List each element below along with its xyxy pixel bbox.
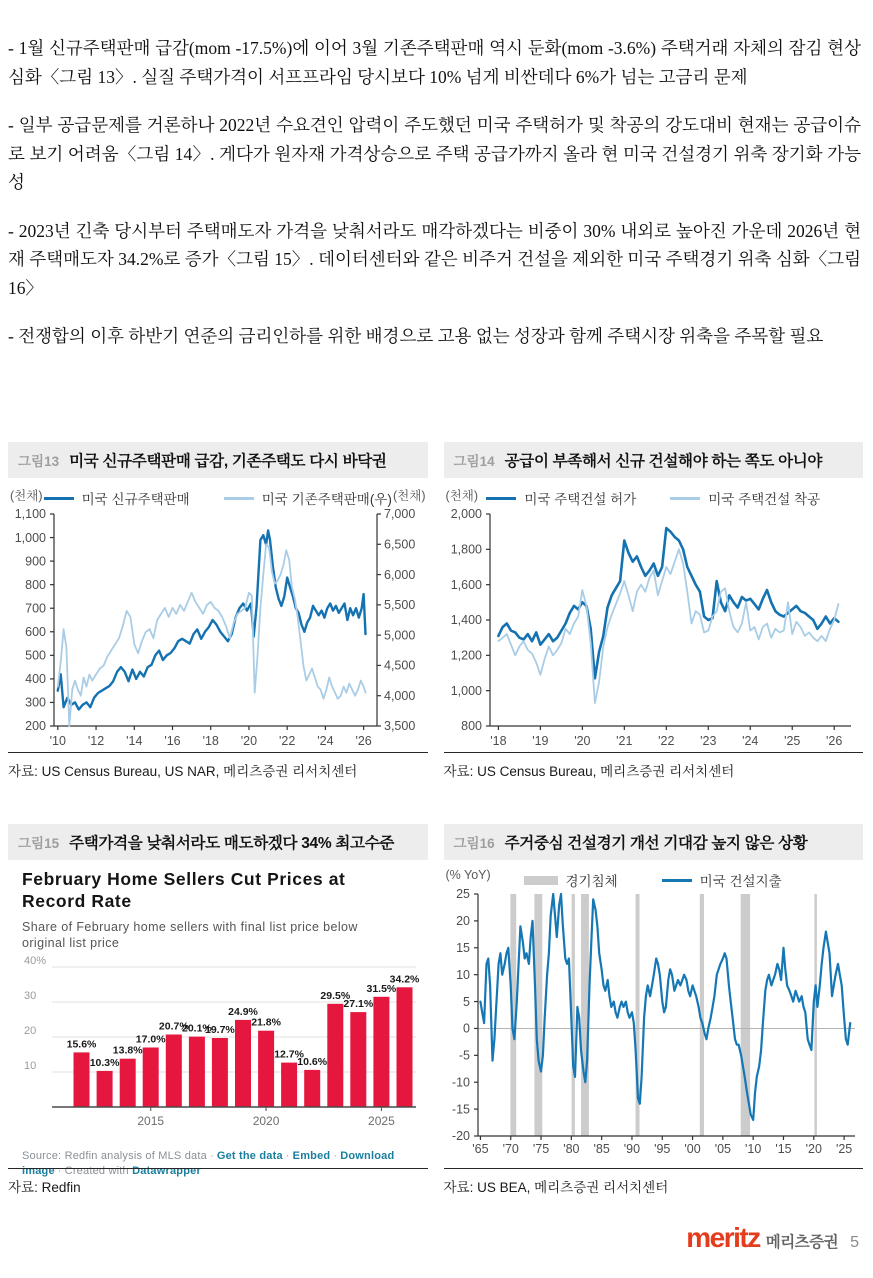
svg-text:4,000: 4,000 <box>384 688 416 703</box>
figure-15-body <box>8 860 428 1196</box>
svg-text:300: 300 <box>25 695 46 710</box>
line-chart-svg <box>8 504 429 750</box>
svg-text:10.3%: 10.3% <box>89 1056 120 1069</box>
svg-text:20: 20 <box>455 914 470 929</box>
legend-label: 미국 기존주택판매(우) <box>261 492 392 507</box>
svg-text:3,500: 3,500 <box>384 719 416 734</box>
svg-text:'22: '22 <box>657 734 674 748</box>
figure-title: 주택가격을 낮춰서라도 매도하겠다 34% 최고수준 <box>69 835 395 852</box>
paragraph: - 2023년 긴축 당시부터 주택매도자 가격을 낮춰서라도 매각하겠다는 비중이 30% 내외로 높아진 가운데 2026년 현재 주택매도자 34.2%로 증가〈그림 15〉. 데이터센터와 같은 비주거 건설을 제외한 미국 주택경기 위축 심화〈그림 16〉 <box>8 220 861 298</box>
svg-text:1,100: 1,100 <box>14 507 46 522</box>
svg-text:'05: '05 <box>714 1142 731 1156</box>
svg-text:'80: '80 <box>562 1142 579 1156</box>
svg-text:'18: '18 <box>489 734 507 748</box>
svg-text:31.5%: 31.5% <box>366 982 397 995</box>
bar-chart-svg <box>22 951 424 1145</box>
svg-text:'19: '19 <box>531 734 549 748</box>
figure-16-header <box>444 824 864 860</box>
svg-text:'65: '65 <box>471 1142 489 1156</box>
svg-text:'20: '20 <box>805 1142 822 1156</box>
svg-text:'14: '14 <box>126 734 143 748</box>
svg-text:6,500: 6,500 <box>384 537 416 552</box>
source-label: 자료: US Census Bureau, 메리츠증권 리서치센터 <box>444 752 864 780</box>
svg-text:20.1%: 20.1% <box>182 1022 212 1035</box>
svg-text:25: 25 <box>455 887 470 902</box>
paragraph: - 전쟁합의 이후 하반기 연준의 금리인하를 위한 배경으로 고용 없는 성장과 함께 주택시장 위축을 주목할 필요 <box>8 326 824 346</box>
svg-text:21.8%: 21.8% <box>251 1016 281 1029</box>
svg-text:24.9%: 24.9% <box>228 1005 258 1018</box>
legend-line-swatch <box>224 497 254 500</box>
svg-text:29.5%: 29.5% <box>320 989 351 1002</box>
svg-text:'26: '26 <box>355 734 372 748</box>
svg-text:'21: '21 <box>615 734 632 748</box>
credit-separator: · <box>209 1150 214 1162</box>
svg-text:34.2%: 34.2% <box>389 973 420 986</box>
figure-14 <box>444 442 864 780</box>
figure-number: 그림13 <box>18 454 60 469</box>
svg-text:1,400: 1,400 <box>450 613 482 628</box>
svg-text:5: 5 <box>462 994 470 1009</box>
svg-text:'20: '20 <box>240 734 258 748</box>
svg-text:10: 10 <box>455 967 470 982</box>
svg-text:1,600: 1,600 <box>450 577 482 592</box>
credit-separator: · <box>285 1150 290 1162</box>
svg-text:27.1%: 27.1% <box>343 998 374 1011</box>
line-chart-svg <box>444 886 865 1158</box>
svg-text:'24: '24 <box>317 734 334 748</box>
svg-text:2015: 2015 <box>137 1114 165 1128</box>
source-label: 자료: US Census Bureau, US NAR, 메리츠증권 리서치센터 <box>8 752 428 780</box>
figure-15-header <box>8 824 428 860</box>
figure-number: 그림15 <box>18 836 60 851</box>
svg-text:900: 900 <box>25 554 46 569</box>
svg-text:1,000: 1,000 <box>14 530 46 545</box>
source-label: 자료: Redfin <box>8 1168 428 1196</box>
svg-text:2020: 2020 <box>252 1114 280 1128</box>
svg-text:20: 20 <box>24 1025 37 1037</box>
svg-text:-15: -15 <box>451 1102 470 1117</box>
credit-separator: · <box>333 1150 338 1162</box>
svg-text:19.7%: 19.7% <box>205 1024 235 1036</box>
legend-line-swatch <box>670 497 700 500</box>
svg-text:500: 500 <box>25 648 46 663</box>
figure-16-body <box>444 860 864 1196</box>
figure-14-header <box>444 442 864 478</box>
svg-text:'10: '10 <box>744 1142 761 1156</box>
paragraph: - 1월 신규주택판매 급감(mom -17.5%)에 이어 3월 기존주택판매 역시 둔화(mom -3.6%) 주택거래 자체의 잠김 현상 심화〈그림 13〉. 실질 주택가격이 서프프라임 당시보다 10% 넘게 비싼데다 6%가 넘는 고금리 문제 <box>8 38 861 87</box>
svg-text:-5: -5 <box>458 1048 470 1063</box>
svg-text:'70: '70 <box>502 1142 519 1156</box>
figure-grid <box>8 442 863 1196</box>
svg-text:10.6%: 10.6% <box>297 1055 328 1068</box>
svg-text:6,000: 6,000 <box>384 567 416 582</box>
svg-text:800: 800 <box>460 719 482 734</box>
credit-link-download-image[interactable]: Download image <box>22 1150 395 1177</box>
chart-legend <box>8 488 428 508</box>
figure-number: 그림16 <box>453 836 495 851</box>
svg-text:10: 10 <box>24 1060 37 1072</box>
credit-link-get-the-data[interactable]: Get the data <box>216 1150 283 1162</box>
credit-separator: · <box>57 1165 62 1177</box>
legend-line-swatch <box>486 497 516 500</box>
figure-13-header <box>8 442 428 478</box>
source-label: 자료: US BEA, 메리츠증권 리서치센터 <box>444 1168 864 1196</box>
brand-name: 메리츠증권 <box>765 1234 839 1251</box>
embed-chart-title: February Home Sellers Cut Prices at Record Rate <box>22 869 346 911</box>
svg-text:800: 800 <box>25 577 46 592</box>
credit-link-datawrapper[interactable]: Datawrapper <box>132 1165 201 1177</box>
svg-text:5,500: 5,500 <box>384 598 416 613</box>
left-axis-unit: (% YoY) <box>445 868 491 882</box>
svg-text:'18: '18 <box>202 734 219 748</box>
legend-label: 미국 주택건설 착공 <box>708 492 821 507</box>
figure-title: 미국 신규주택판매 급감, 기존주택도 다시 바닥권 <box>69 453 387 470</box>
credit-created-text: Created with <box>64 1165 129 1177</box>
legend-item <box>670 488 820 508</box>
legend-label: 미국 건설지출 <box>699 874 782 889</box>
svg-text:'22: '22 <box>279 734 296 748</box>
figure-15 <box>8 824 428 1196</box>
svg-text:'23: '23 <box>699 734 716 748</box>
legend-line-swatch <box>662 879 692 882</box>
meritz-logo: meritz <box>686 1222 760 1253</box>
left-axis-unit: (천채) <box>445 489 478 503</box>
svg-text:'16: '16 <box>164 734 181 748</box>
chart-legend <box>524 870 782 890</box>
svg-text:'95: '95 <box>653 1142 670 1156</box>
svg-text:1,000: 1,000 <box>450 683 482 698</box>
svg-text:2,000: 2,000 <box>450 507 482 522</box>
chart-legend <box>444 488 864 508</box>
page-number: 5 <box>850 1234 859 1251</box>
svg-text:'00: '00 <box>683 1142 701 1156</box>
paragraph: - 일부 공급문제를 거론하나 2022년 수요견인 압력이 주도했던 미국 주택허가 및 착공의 강도대비 현재는 공급이슈로 보기 어려움〈그림 14〉. 게다가 원자재 가격상승으로 주택 공급가까지 올라 현 미국 건설경기 위축 장기화 가능성 <box>8 115 861 192</box>
svg-text:17.0%: 17.0% <box>135 1033 166 1046</box>
figure-14-body <box>444 478 864 780</box>
svg-text:-20: -20 <box>451 1129 470 1144</box>
svg-text:'26: '26 <box>825 734 842 748</box>
svg-text:'24: '24 <box>741 734 758 748</box>
svg-text:'12: '12 <box>87 734 105 748</box>
credit-source-text: Source: Redfin analysis of MLS data <box>22 1150 207 1162</box>
datawrapper-embed <box>22 868 424 1179</box>
svg-text:0: 0 <box>462 1021 470 1036</box>
svg-text:20.7%: 20.7% <box>158 1020 189 1033</box>
figure-number: 그림14 <box>453 454 495 469</box>
svg-text:1,200: 1,200 <box>450 648 482 663</box>
svg-text:2025: 2025 <box>368 1114 395 1128</box>
embed-chart-subtitle: Share of February home sellers with final list price below original list price <box>22 920 358 950</box>
svg-text:'10: '10 <box>49 734 66 748</box>
figure-13 <box>8 442 428 780</box>
legend-label: 미국 주택건설 허가 <box>524 492 637 507</box>
figure-16 <box>444 824 864 1196</box>
svg-text:13.8%: 13.8% <box>112 1044 143 1057</box>
legend-line-swatch <box>44 497 74 500</box>
credit-link-embed[interactable]: Embed <box>292 1150 331 1162</box>
figure-13-body <box>8 478 428 780</box>
svg-text:12.7%: 12.7% <box>274 1048 304 1061</box>
right-axis-unit: (천채) <box>393 489 426 503</box>
svg-text:'25: '25 <box>783 734 800 748</box>
body-text <box>8 34 861 371</box>
svg-text:1,800: 1,800 <box>450 542 482 557</box>
legend-recession-band-swatch <box>524 876 558 885</box>
svg-text:'90: '90 <box>623 1142 640 1156</box>
svg-text:'25: '25 <box>835 1142 852 1156</box>
svg-text:7,000: 7,000 <box>384 507 416 522</box>
svg-text:'75: '75 <box>532 1142 549 1156</box>
figure-title: 주거중심 건설경기 개선 기대감 높지 않은 상황 <box>504 835 808 852</box>
legend-item <box>224 488 392 508</box>
line-chart-svg <box>444 504 865 750</box>
left-axis-unit: (천채) <box>10 489 43 503</box>
legend-item <box>662 870 782 890</box>
figure-title: 공급이 부족해서 신규 건설해야 하는 쪽도 아니야 <box>504 453 823 470</box>
page-footer <box>686 1222 859 1254</box>
svg-text:15.6%: 15.6% <box>66 1038 97 1051</box>
legend-item <box>44 488 190 508</box>
svg-text:'85: '85 <box>592 1142 610 1156</box>
svg-text:600: 600 <box>25 624 46 639</box>
svg-text:30: 30 <box>24 990 37 1002</box>
svg-text:700: 700 <box>25 601 46 616</box>
svg-text:4,500: 4,500 <box>384 658 416 673</box>
svg-text:-10: -10 <box>451 1075 470 1090</box>
legend-label: 경기침체 <box>565 874 618 889</box>
legend-item <box>486 488 636 508</box>
legend-item <box>524 870 618 890</box>
svg-text:'20: '20 <box>573 734 590 748</box>
svg-text:5,000: 5,000 <box>384 628 416 643</box>
svg-text:200: 200 <box>25 719 46 734</box>
svg-text:'15: '15 <box>774 1142 792 1156</box>
legend-label: 미국 신규주택판매 <box>81 492 190 507</box>
svg-text:15: 15 <box>455 940 470 955</box>
svg-text:40%: 40% <box>24 955 47 967</box>
svg-text:400: 400 <box>25 672 46 687</box>
